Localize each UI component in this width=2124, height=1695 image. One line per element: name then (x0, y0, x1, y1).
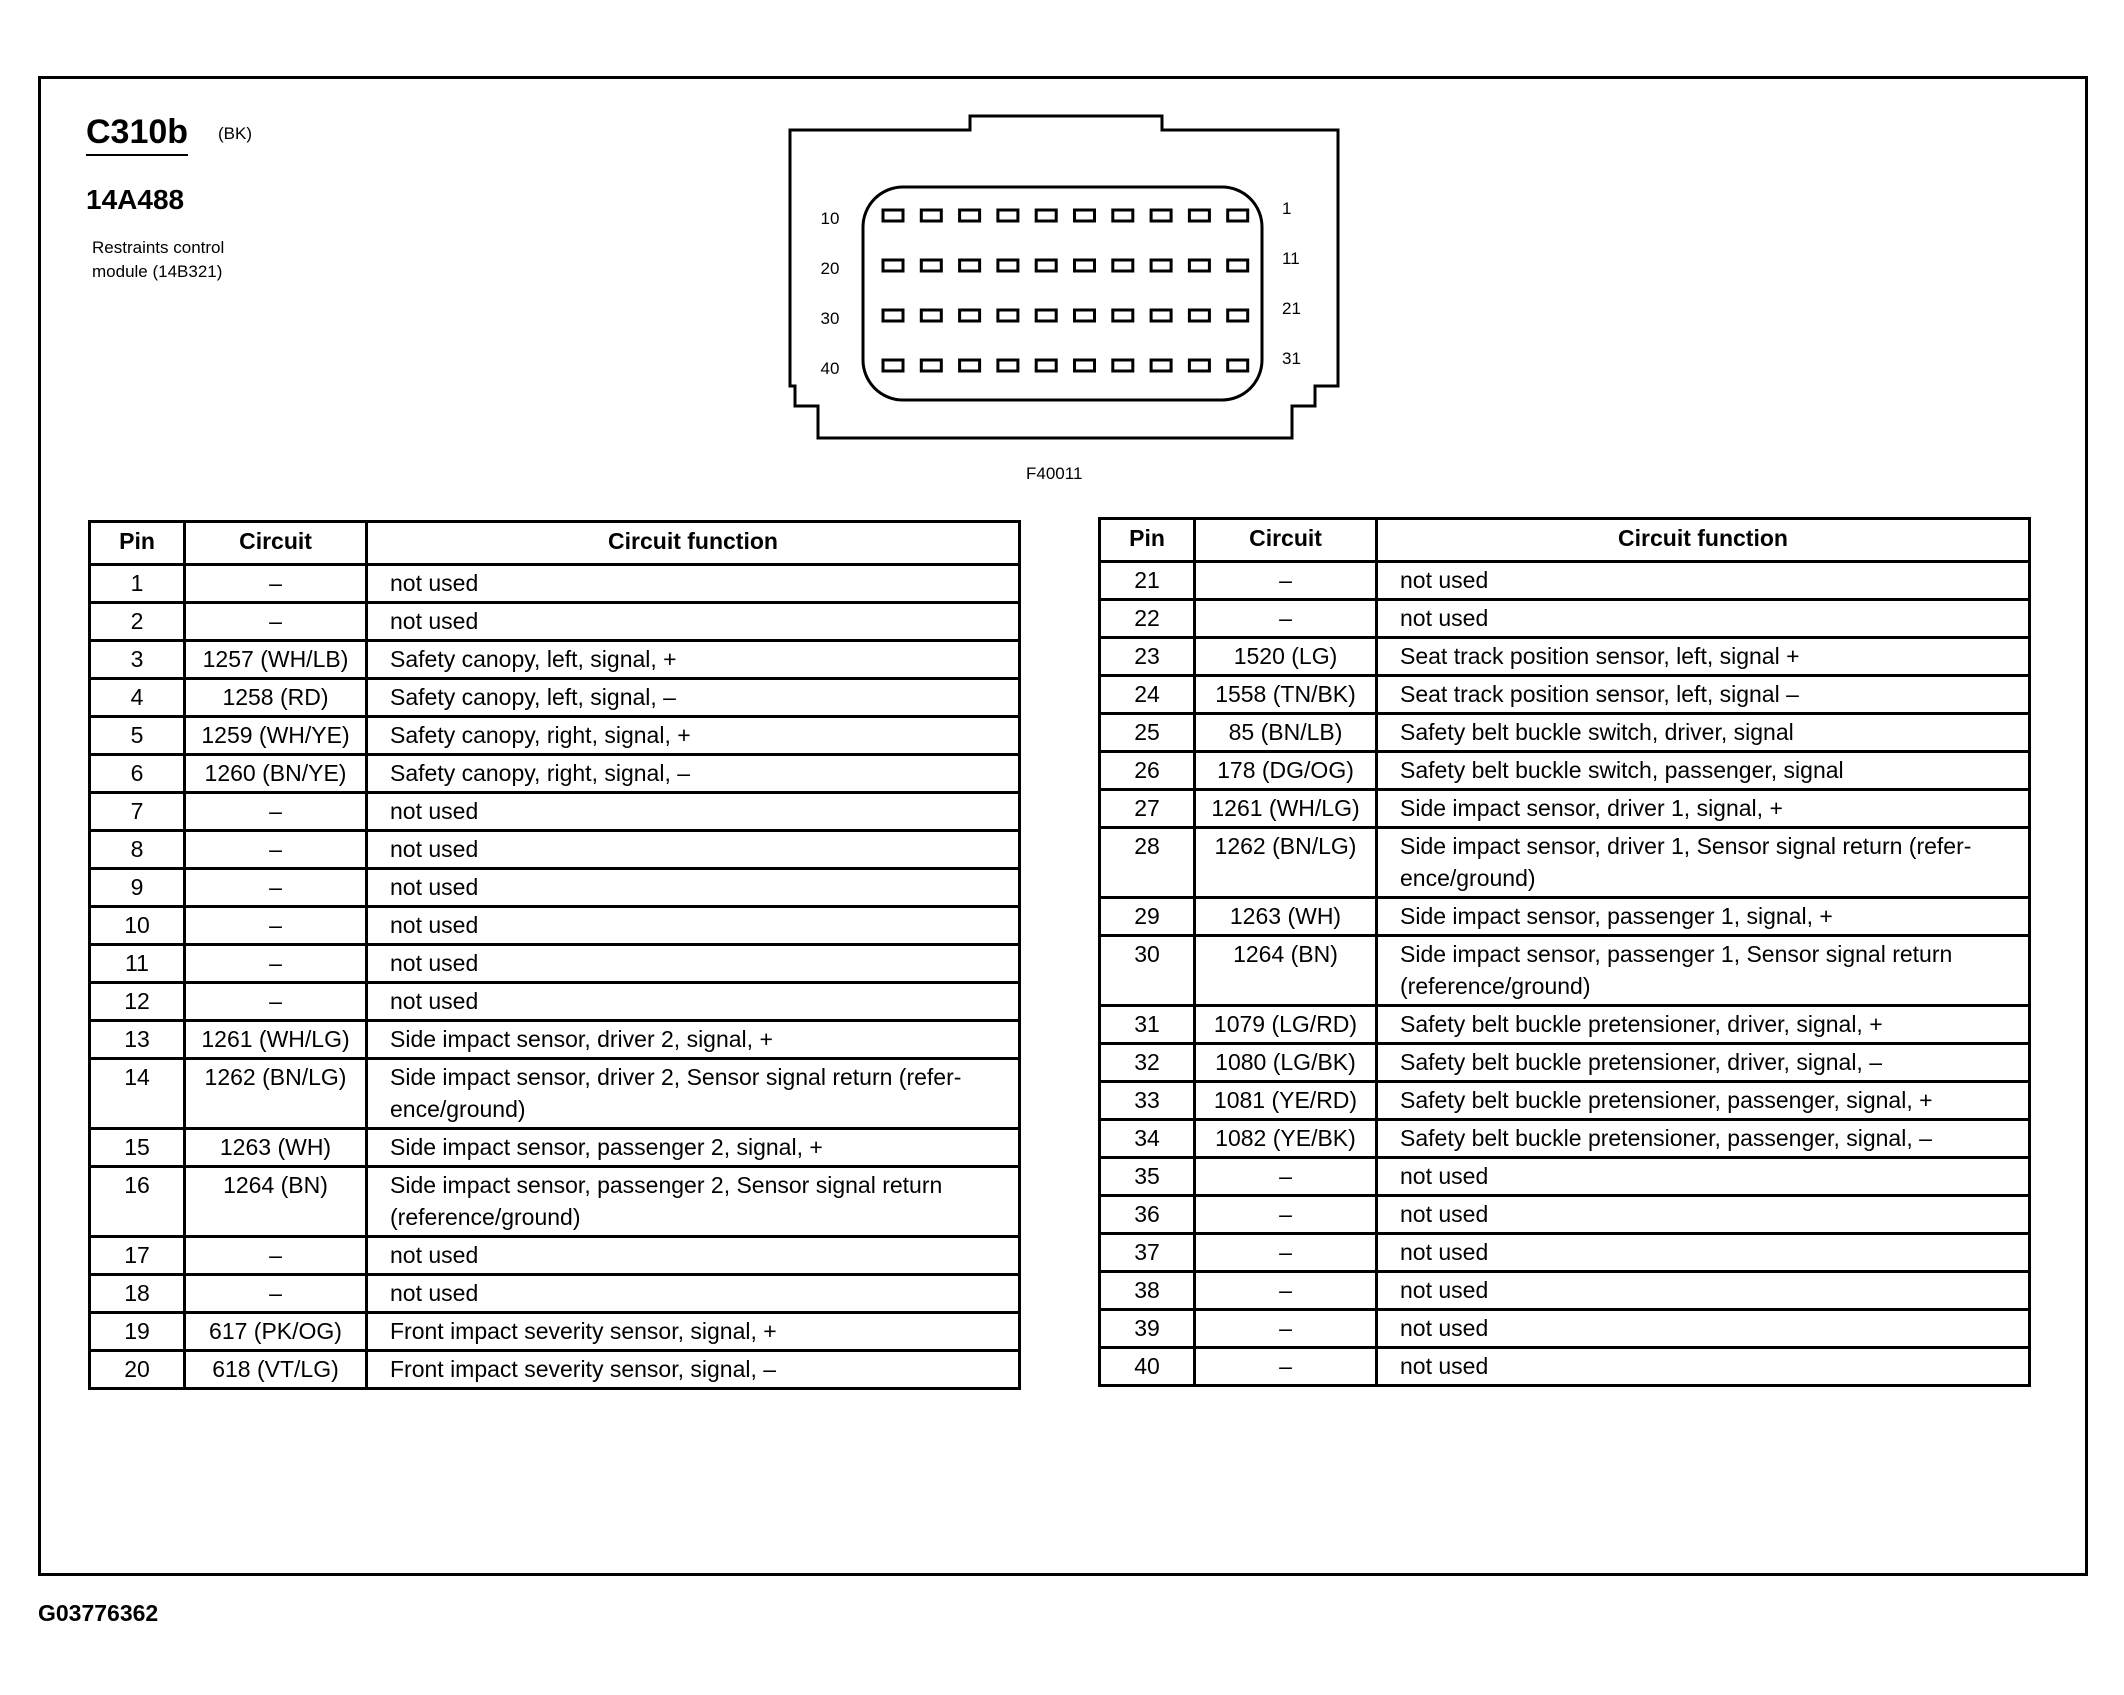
connector-color: (BK) (218, 124, 252, 143)
pin-cell: 35 (1100, 1158, 1195, 1196)
pin-cell: 3 (90, 641, 185, 679)
pin-cell: 7 (90, 793, 185, 831)
circuit-cell: – (185, 983, 367, 1021)
table-row (90, 1313, 1020, 1351)
pin-terminal (960, 260, 980, 271)
row-label-left-4: 40 (820, 359, 840, 378)
table-row (1100, 752, 2030, 790)
circuit-function-cell: not used (1377, 1272, 2030, 1310)
table-row (90, 603, 1020, 641)
circuit-cell: – (1195, 562, 1377, 600)
pin-terminal (921, 360, 941, 371)
circuit-cell: – (1195, 1234, 1377, 1272)
circuit-function-cell: not used (367, 983, 1020, 1021)
pin-cell: 40 (1100, 1348, 1195, 1386)
table-header-row (90, 522, 1020, 565)
pin-cell: 34 (1100, 1120, 1195, 1158)
circuit-function-cell: not used (367, 831, 1020, 869)
circuit-cell: 1558 (TN/BK) (1195, 676, 1377, 714)
table-row (90, 793, 1020, 831)
pin-cell: 20 (90, 1351, 185, 1389)
circuit-cell: – (1195, 1310, 1377, 1348)
circuit-cell: – (185, 1237, 367, 1275)
pin-terminal (1113, 360, 1133, 371)
circuit-function-cell: Seat track position sensor, left, signal – (1377, 676, 2030, 714)
circuit-function-cell: Safety canopy, right, signal, – (367, 755, 1020, 793)
circuit-function-cell: not used (1377, 1234, 2030, 1272)
circuit-cell: – (185, 945, 367, 983)
pin-cell: 15 (90, 1129, 185, 1167)
circuit-cell: 1261 (WH/LG) (1195, 790, 1377, 828)
circuit-function-cell: Side impact sensor, passenger 2, Sensor signal return (reference/ground) (367, 1167, 1020, 1237)
circuit-cell: 85 (BN/LB) (1195, 714, 1377, 752)
pin-cell: 5 (90, 717, 185, 755)
circuit-function-cell: Safety belt buckle pretensioner, passenger, signal, + (1377, 1082, 2030, 1120)
circuit-function-cell: not used (1377, 1348, 2030, 1386)
table-row (1100, 638, 2030, 676)
circuit-function-cell: Safety canopy, left, signal, – (367, 679, 1020, 717)
pin-terminal (998, 310, 1018, 321)
module-description (92, 236, 292, 284)
circuit-cell: 1082 (YE/BK) (1195, 1120, 1377, 1158)
pin-terminal (998, 360, 1018, 371)
pin-terminal (1151, 260, 1171, 271)
pin-cell: 4 (90, 679, 185, 717)
pin-cell: 36 (1100, 1196, 1195, 1234)
pin-terminal (883, 210, 903, 221)
pin-cell: 30 (1100, 936, 1195, 1006)
table-row (1100, 1006, 2030, 1044)
table-row (90, 1167, 1020, 1237)
circuit-function-cell: not used (367, 793, 1020, 831)
row-label-right-2: 11 (1282, 249, 1300, 268)
pin-cell: 25 (1100, 714, 1195, 752)
circuit-function-cell: not used (1377, 1158, 2030, 1196)
module-description-line-2: module (14B321) (92, 262, 223, 281)
table-row (90, 641, 1020, 679)
pin-terminal (1113, 260, 1133, 271)
pin-cell: 8 (90, 831, 185, 869)
pin-terminal (1228, 310, 1248, 321)
pin-terminal (1189, 310, 1209, 321)
table-row (1100, 790, 2030, 828)
pin-terminal (921, 260, 941, 271)
pin-terminal (1189, 210, 1209, 221)
circuit-cell: 178 (DG/OG) (1195, 752, 1377, 790)
pin-cell: 1 (90, 565, 185, 603)
circuit-function-cell: Side impact sensor, driver 2, signal, + (367, 1021, 1020, 1059)
circuit-cell: – (185, 793, 367, 831)
pin-terminal (1228, 210, 1248, 221)
table-row (90, 679, 1020, 717)
header-circuit: Circuit (1195, 519, 1377, 562)
circuit-function-cell: not used (1377, 562, 2030, 600)
circuit-cell: 1080 (LG/BK) (1195, 1044, 1377, 1082)
circuit-cell: – (185, 1275, 367, 1313)
circuit-function-cell: Safety canopy, left, signal, + (367, 641, 1020, 679)
table-row (1100, 1348, 2030, 1386)
circuit-function-cell: Safety canopy, right, signal, + (367, 717, 1020, 755)
header-circuit-function: Circuit function (367, 522, 1020, 565)
row-label-right-4: 31 (1282, 349, 1301, 368)
circuit-function-cell: Front impact severity sensor, signal, + (367, 1313, 1020, 1351)
row-label-left-3: 30 (820, 309, 840, 328)
pin-cell: 12 (90, 983, 185, 1021)
table-row (1100, 676, 2030, 714)
header-pin: Pin (90, 522, 185, 565)
connector-face-diagram (780, 108, 1350, 453)
pin-terminal (921, 310, 941, 321)
table-row (90, 1021, 1020, 1059)
circuit-function-cell: not used (1377, 1196, 2030, 1234)
circuit-function-cell: Side impact sensor, driver 1, signal, + (1377, 790, 2030, 828)
pin-cell: 37 (1100, 1234, 1195, 1272)
circuit-cell: 1263 (WH) (185, 1129, 367, 1167)
pin-terminal (883, 260, 903, 271)
pin-terminal (1228, 260, 1248, 271)
pin-cell: 9 (90, 869, 185, 907)
circuit-function-cell: Front impact severity sensor, signal, – (367, 1351, 1020, 1389)
circuit-cell: 1264 (BN) (1195, 936, 1377, 1006)
pin-terminal (1151, 360, 1171, 371)
pin-terminal (1189, 260, 1209, 271)
pin-cell: 17 (90, 1237, 185, 1275)
table-row (90, 755, 1020, 793)
circuit-function-cell: Safety belt buckle switch, passenger, signal (1377, 752, 2030, 790)
circuit-function-cell: Side impact sensor, passenger 1, signal, + (1377, 898, 2030, 936)
circuit-cell: 1520 (LG) (1195, 638, 1377, 676)
circuit-cell: – (185, 603, 367, 641)
pin-cell: 19 (90, 1313, 185, 1351)
circuit-function-cell: not used (367, 945, 1020, 983)
pin-terminal (960, 210, 980, 221)
pin-cell: 27 (1100, 790, 1195, 828)
circuit-cell: 1262 (BN/LG) (1195, 828, 1377, 898)
circuit-function-cell: Side impact sensor, passenger 1, Sensor signal return (reference/ground) (1377, 936, 2030, 1006)
pin-terminal (1036, 310, 1056, 321)
circuit-cell: 618 (VT/LG) (185, 1351, 367, 1389)
pin-terminal (921, 210, 941, 221)
pin-terminal (1075, 310, 1095, 321)
pin-cell: 21 (1100, 562, 1195, 600)
circuit-cell: – (1195, 1196, 1377, 1234)
pin-terminal (1075, 260, 1095, 271)
table-row (1100, 1082, 2030, 1120)
pin-cell: 38 (1100, 1272, 1195, 1310)
circuit-cell: 1261 (WH/LG) (185, 1021, 367, 1059)
circuit-function-cell: Safety belt buckle switch, driver, signal (1377, 714, 2030, 752)
circuit-cell: 1262 (BN/LG) (185, 1059, 367, 1129)
pin-terminal (1036, 360, 1056, 371)
header-pin: Pin (1100, 519, 1195, 562)
circuit-cell: – (185, 907, 367, 945)
header-circuit: Circuit (185, 522, 367, 565)
table-row (90, 945, 1020, 983)
table-row (1100, 1310, 2030, 1348)
table-row (90, 983, 1020, 1021)
pin-terminal (960, 360, 980, 371)
pin-terminal (998, 210, 1018, 221)
table-row (1100, 1158, 2030, 1196)
circuit-function-cell: Side impact sensor, passenger 2, signal, + (367, 1129, 1020, 1167)
circuit-cell: 617 (PK/OG) (185, 1313, 367, 1351)
table-row (1100, 562, 2030, 600)
circuit-function-cell: not used (1377, 600, 2030, 638)
circuit-cell: 1260 (BN/YE) (185, 755, 367, 793)
circuit-function-cell: Side impact sensor, driver 1, Sensor signal return (refer-ence/ground) (1377, 828, 2030, 898)
table-row (1100, 1120, 2030, 1158)
table-row (1100, 1196, 2030, 1234)
table-row (90, 869, 1020, 907)
pin-terminal (1113, 210, 1133, 221)
table-row (1100, 1044, 2030, 1082)
circuit-function-cell: not used (1377, 1310, 2030, 1348)
pin-terminal (1036, 260, 1056, 271)
table-row (90, 1351, 1020, 1389)
circuit-cell: – (1195, 1348, 1377, 1386)
connector-pin-cavity (863, 187, 1262, 400)
circuit-cell: 1263 (WH) (1195, 898, 1377, 936)
pin-cell: 33 (1100, 1082, 1195, 1120)
table-row (1100, 1234, 2030, 1272)
circuit-function-cell: Safety belt buckle pretensioner, driver, signal, – (1377, 1044, 2030, 1082)
circuit-cell: 1258 (RD) (185, 679, 367, 717)
circuit-cell: – (185, 869, 367, 907)
pin-terminal (1113, 310, 1133, 321)
circuit-function-cell: not used (367, 1275, 1020, 1313)
pin-terminal (1036, 210, 1056, 221)
pin-cell: 26 (1100, 752, 1195, 790)
pin-terminal (883, 310, 903, 321)
pin-terminal (1151, 210, 1171, 221)
pin-terminal (1151, 310, 1171, 321)
table-row (90, 831, 1020, 869)
pinout-table-left (88, 520, 1021, 1390)
pin-terminal (883, 360, 903, 371)
circuit-cell: 1081 (YE/RD) (1195, 1082, 1377, 1120)
pin-terminal (1075, 360, 1095, 371)
circuit-function-cell: not used (367, 1237, 1020, 1275)
pin-terminal (998, 260, 1018, 271)
graphic-code: G03776362 (38, 1600, 159, 1626)
pin-cell: 23 (1100, 638, 1195, 676)
connector-housing (790, 116, 1338, 438)
circuit-cell: – (1195, 600, 1377, 638)
table-row (90, 1237, 1020, 1275)
table-row (90, 565, 1020, 603)
circuit-function-cell: not used (367, 907, 1020, 945)
pin-cell: 31 (1100, 1006, 1195, 1044)
circuit-cell: – (1195, 1272, 1377, 1310)
pin-terminal (1228, 360, 1248, 371)
table-header-row (1100, 519, 2030, 562)
circuit-cell: – (1195, 1158, 1377, 1196)
module-description-line-1: Restraints control (92, 238, 225, 257)
pin-cell: 11 (90, 945, 185, 983)
circuit-function-cell: not used (367, 565, 1020, 603)
part-number: 14A488 (86, 184, 185, 215)
pin-cell: 6 (90, 755, 185, 793)
row-label-right-3: 21 (1282, 299, 1301, 318)
pin-cell: 32 (1100, 1044, 1195, 1082)
table-row (90, 1129, 1020, 1167)
table-row (1100, 600, 2030, 638)
circuit-function-cell: Seat track position sensor, left, signal + (1377, 638, 2030, 676)
figure-code: F40011 (1026, 464, 1083, 483)
pin-cell: 14 (90, 1059, 185, 1129)
row-label-left-2: 20 (820, 259, 840, 278)
circuit-function-cell: Safety belt buckle pretensioner, passenger, signal, – (1377, 1120, 2030, 1158)
pin-cell: 22 (1100, 600, 1195, 638)
pin-cell: 29 (1100, 898, 1195, 936)
pin-cell: 10 (90, 907, 185, 945)
table-row (1100, 936, 2030, 1006)
table-row (90, 1059, 1020, 1129)
pin-cell: 2 (90, 603, 185, 641)
table-row (1100, 714, 2030, 752)
circuit-cell: – (185, 831, 367, 869)
pin-terminal (1075, 210, 1095, 221)
circuit-cell: – (185, 565, 367, 603)
circuit-function-cell: Safety belt buckle pretensioner, driver, signal, + (1377, 1006, 2030, 1044)
table-row (90, 1275, 1020, 1313)
pin-grid (883, 210, 1248, 371)
table-row (1100, 828, 2030, 898)
pinout-table-right (1098, 517, 2031, 1387)
circuit-function-cell: not used (367, 603, 1020, 641)
connector-id: C310b (86, 112, 188, 156)
circuit-cell: 1264 (BN) (185, 1167, 367, 1237)
header-circuit-function: Circuit function (1377, 519, 2030, 562)
pin-terminal (960, 310, 980, 321)
circuit-function-cell: Side impact sensor, driver 2, Sensor signal return (refer-ence/ground) (367, 1059, 1020, 1129)
circuit-cell: 1259 (WH/YE) (185, 717, 367, 755)
circuit-cell: 1079 (LG/RD) (1195, 1006, 1377, 1044)
pin-terminal (1189, 360, 1209, 371)
row-label-left-1: 10 (820, 209, 840, 228)
pin-cell: 24 (1100, 676, 1195, 714)
pin-cell: 28 (1100, 828, 1195, 898)
pin-cell: 18 (90, 1275, 185, 1313)
circuit-function-cell: not used (367, 869, 1020, 907)
table-row (90, 717, 1020, 755)
pin-cell: 16 (90, 1167, 185, 1237)
table-row (1100, 1272, 2030, 1310)
table-row (90, 907, 1020, 945)
pin-cell: 13 (90, 1021, 185, 1059)
pin-cell: 39 (1100, 1310, 1195, 1348)
table-row (1100, 898, 2030, 936)
row-label-right-1: 1 (1282, 199, 1292, 218)
circuit-cell: 1257 (WH/LB) (185, 641, 367, 679)
